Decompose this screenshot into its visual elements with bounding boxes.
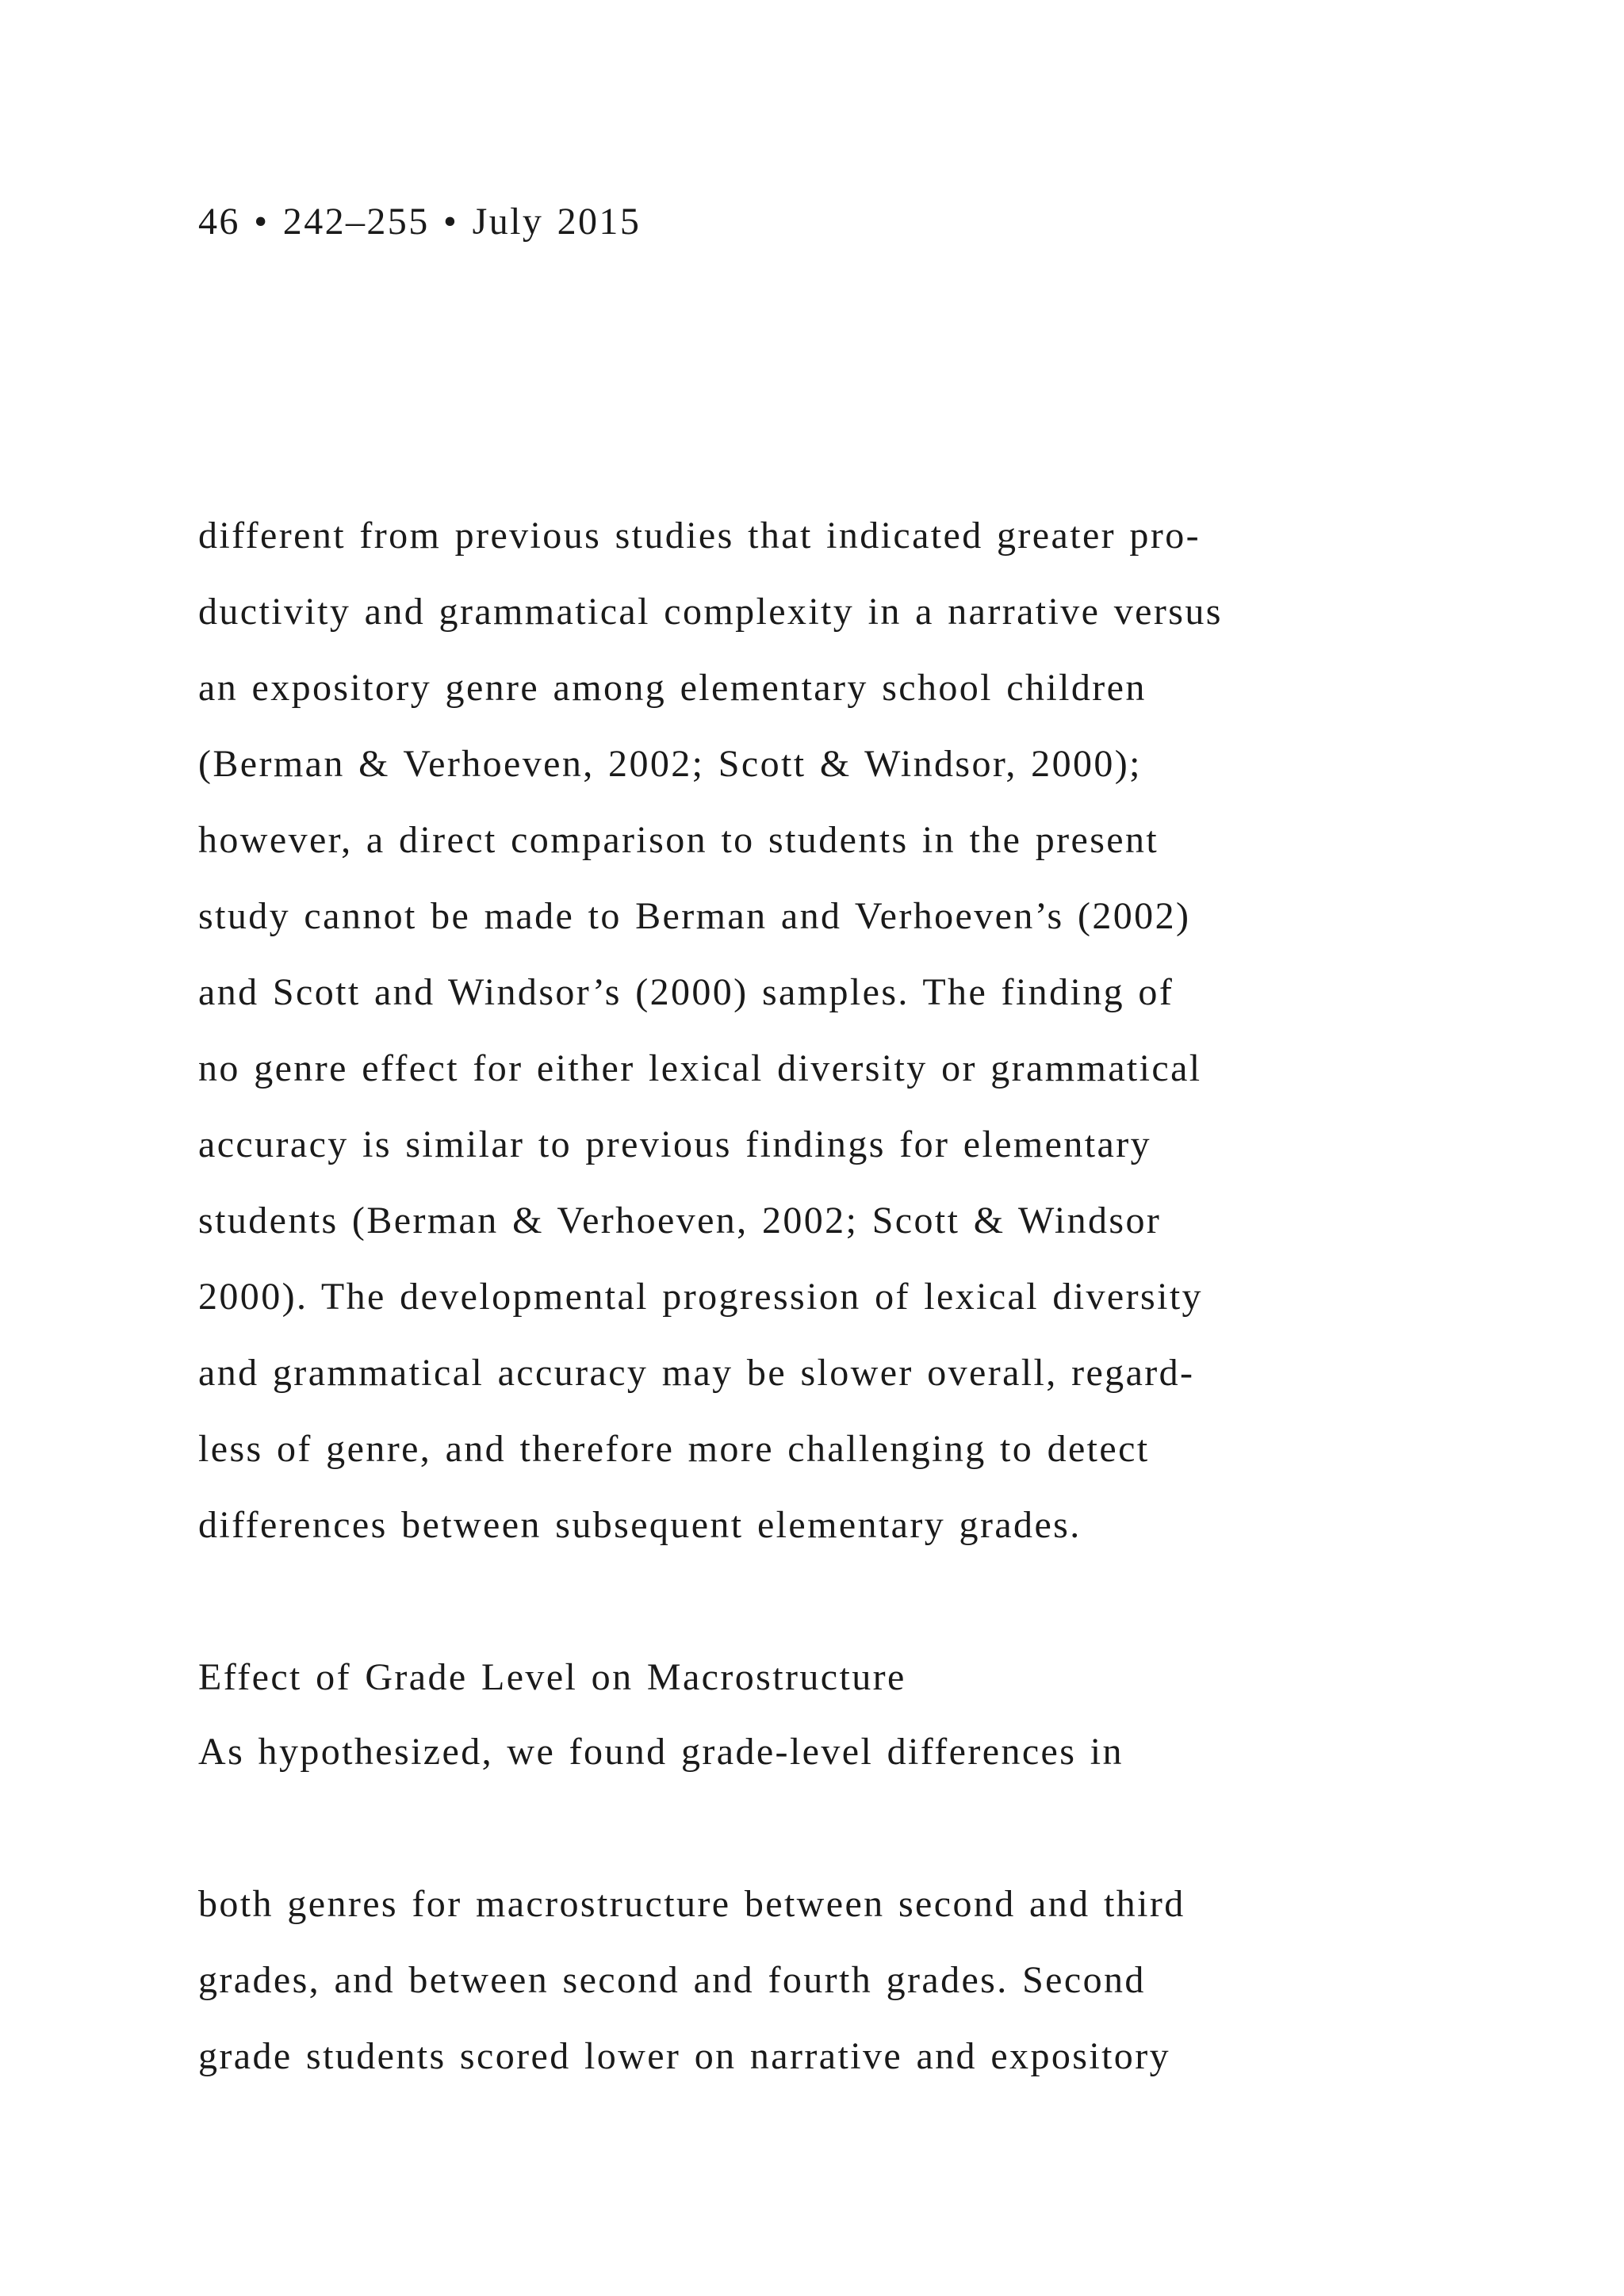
paragraph-line: grades, and between second and fourth grades. Second xyxy=(198,1959,1146,2001)
paragraph-line: (Berman & Verhoeven, 2002; Scott & Windsor, 2000); xyxy=(198,743,1142,785)
paragraph-line: differences between subsequent elementary grades. xyxy=(198,1504,1082,1546)
paragraph-line: ductivity and grammatical complexity in a narrative versus xyxy=(198,591,1223,633)
section-heading: Effect of Grade Level on Macrostructure xyxy=(198,1656,906,1698)
paragraph-line: students (Berman & Verhoeven, 2002; Scott & Windsor xyxy=(198,1200,1162,1242)
journal-citation: 46 • 242–255 • July 2015 xyxy=(198,201,642,243)
paragraph-line: study cannot be made to Berman and Verhoeven’s (2002) xyxy=(198,895,1191,937)
paragraph-line: no genre effect for either lexical diversity or grammatical xyxy=(198,1047,1202,1089)
paragraph-line: and grammatical accuracy may be slower overall, regard- xyxy=(198,1352,1195,1394)
paragraph-line: and Scott and Windsor’s (2000) samples. The finding of xyxy=(198,971,1174,1013)
paragraph-line: an expository genre among elementary school children xyxy=(198,667,1147,709)
paragraph-line: however, a direct comparison to students in the present xyxy=(198,819,1159,861)
paragraph-line: As hypothesized, we found grade-level differences in xyxy=(198,1731,1124,1773)
paragraph-line: different from previous studies that indicated greater pro- xyxy=(198,515,1201,557)
paragraph-line: less of genre, and therefore more challenging to detect xyxy=(198,1428,1150,1470)
paragraph-line: both genres for macrostructure between second and third xyxy=(198,1883,1185,1925)
paragraph-line: grade students scored lower on narrative and expository xyxy=(198,2035,1170,2077)
paragraph-line: 2000). The developmental progression of lexical diversity xyxy=(198,1276,1203,1318)
paragraph-line: accuracy is similar to previous findings for elementary xyxy=(198,1123,1151,1165)
